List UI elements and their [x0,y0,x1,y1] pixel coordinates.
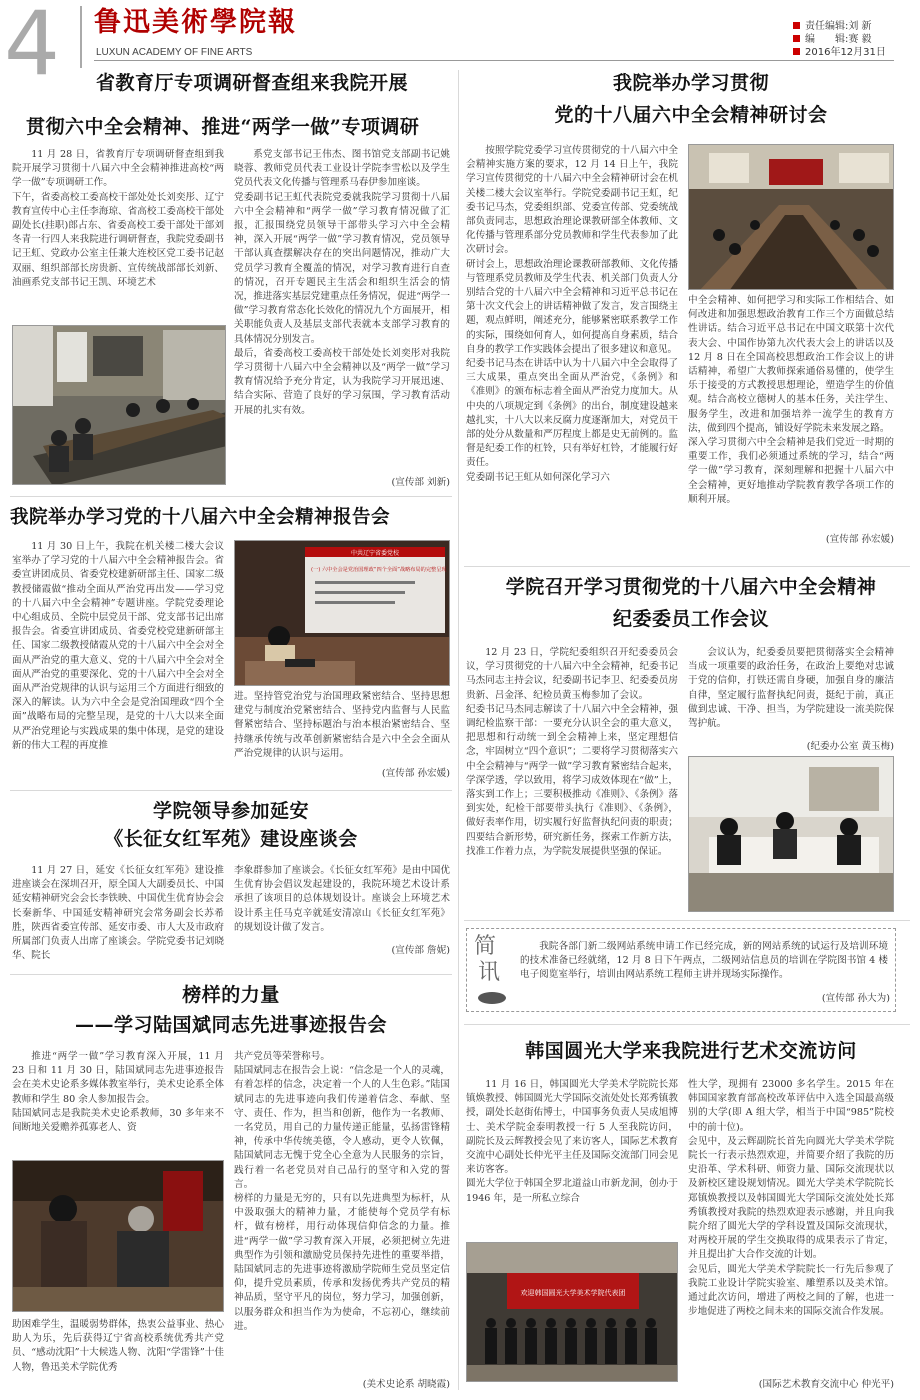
a2-title: 我院举办学习党的十八届六中全会精神报告会 [10,507,391,528]
brief-text [520,940,888,996]
red-square-icon [793,48,800,55]
b1-title-line2: 党的十八届六中全会精神研讨会 [554,104,828,126]
a3-title-line1: 学院领导参加延安 [152,800,309,822]
a2-signature: (宣传部 孙宏媛) [381,768,450,779]
a3-col1-text [12,864,224,968]
b3-col2-para: 性大学，现拥有 23000 多名学生。2015 年在韩国国家教育部高校改革评估中入选全国最高级别的大学(即 A 组大学，相当于中国“985”院校中的前十位)。 会见中，及云辉副院长首先向圆光大学美术学院院长一行表示热烈欢迎，并简要介绍了我院的历史沿革、学术科研、师资力量、国际交流现状以及新校区建设规划情况。圆光大学美术学院院长郑镇焕教授以及韩国圆光大学国际交流处处长郑秀镇教授对我院的热烈欢迎表示感谢，并且向我院介绍了圆光大学的学科设置及国际交流现状，对两校开展的学生交换取得的成果表示了肯定，并且提出扩大合作交流的计划。 会见后，圆光大学美术学院院长一行先后参观了我院工业设计学院实验室、雕塑系以及美术馆。通过此次访问，增进了两校之间的了解，也进一步地促进了两校之间未来的国际交流合作发展。 [688,1079,894,1318]
a3-col2-text [234,864,450,956]
b2-col2-text [688,646,894,742]
b2-title-line2: 纪委委员工作会议 [612,608,769,630]
a1-col2-text [234,148,450,488]
meeting-photo-a1 [12,325,226,485]
b1-col2-para: 中全会精神、如何把学习和实际工作相结合、如何改进和加强思想政治教育工作三个方面做总结性讲话。结合习近平总书记在中国文联第十次代表大会、中国作协第九次代表大会上的讲话以及 12 月 8 日在全国高校思想政治工作会议上的讲话精神，希望广大教师探索通俗易懂的，使学生乐于接受的方式教授思想理论，塑造学生的价值观。结合高校立德树人的基本任务，关注学生、服务学生，改进和加强培养一流学生的教育方法，做到四个提高，铺设好学院未来发展之路。 深入学习贯彻六中全会精神是我们党近一时期的重要工作，我们必须通过系统的学习，结合“两学一做”学习教育，深刻理解和把握十八届六中全会精神，更好地推动学院教育教学各项工作的顺利开展。 [688,295,894,505]
delegation-photo-b3 [466,1242,678,1382]
a4-col1-bottom-para: 助困难学生，温暖弱势群体，热衷公益事业、热心助人为乐，先后获得辽宁省高校系统优秀共产党员、“感动沈阳”十大候选人物、沈阳“学雷锋”十佳人物，鲁迅美术学院优秀 [12,1319,224,1373]
seminar-room-image [689,145,894,290]
a2-col1-text [12,540,224,786]
a1-col1-text [12,148,224,316]
meeting-room-image [13,326,226,485]
divider [464,1024,910,1025]
b1-title-line1: 我院举办学习贯彻 [612,72,769,94]
b1-col1-text [466,144,678,562]
a2-col2-para: 进。坚持管党治党与治国理政紧密结合、坚持思想建党与制度治党紧密结合、坚持党内监督与人民监督紧密结合、坚持标题治与治本根治紧密结合、坚持继承传统与改革创新紧密结合是六中全会全面从严治党规律的认识与运用。 [234,691,450,759]
b3-col1-para: 11 月 16 日，韩国圆光大学美术学院院长郑镇焕教授、韩国圆光大学国际交流处处长郑秀镇教授，副处长赵街佑博士，中国事务负责人吴成旭博士、美术学院金泰明教授一行 5 人至我院访问，副院长及云辉教授会见了来访客人，国际艺术教育交流中心副处长仲光平主任及国际交流部门同会见来访客客。 圆光大学位于韩国全罗北道益山市新龙洞，创办于 1946 年，是一所私立综合 [466,1079,678,1204]
editor-line: 责任编辑:刘 新 [793,20,913,33]
b1-col2-text [688,294,894,532]
brief-label-bottom: 讯 [478,960,501,985]
a1-col1-para: 11 月 28 日，省教育厅专项调研督查组到我院开展学习贯彻十八届六中全会精神推进高校“两学一做”专项调研工作。 下午，省委高校工委高校干部处处长刘奕彤、辽宁教育宣传中心主任李海琼、省高校工委高校干部处副处长(挂职)郎占东、省委高校工委干部处干部刘冬青一行四人来我院进行调研督查，我院党委副书记王虹、党政办公室主任兼大连校区党工委书记赵双丽、组织部部长房贵新、宣传统战部部长刘新、油画系党支部书记王凯、环境艺术 [12,149,224,288]
b2-col1-para: 12 月 23 日，学院纪委组织召开纪委委员会议，学习贯彻党的十八届六中全会精神，纪委书记马杰同志主持会议，纪委副书记李卫、纪委委员房贵新、吕金泽、纪检员黄玉梅参加了会议。 纪委书记马杰同志解读了十八届六中全会精神，强调纪检监察干部：一要充分认识全会的重大意义，把思想和行动统一到全会精神上来，坚定理想信念，牢固树立“四个意识”；二要将学习贯彻落实六中全会精神与“两学一做”学习教育紧密结合起来，学深学透，学以致用，将学习成效体现在“做”上，落实到工作上；三要积极推动《准则》、《条例》落到实处，纪检干部要带头执行《准则》、《条例》，做好表率作用，切实履行好监督执纪问责的职责；四要结合新形势，研究新任务，探索工作新方法，找准工作着力点，为学院发展提供坚强的保证。 [466,647,678,857]
newspaper-subtitle: LUXUN ACADEMY OF FINE ARTS [96,47,253,58]
brief-label-top: 简 [474,934,497,959]
a3-col2-para: 李象群参加了座谈会。《长征女红军苑》是由中国优生优育协会倡议发起建设的，我院环境艺术设计系承担了该项目的总体规划设计。座谈会上环境艺术设计系主任马克辛就延安清凉山《长征女红军苑》的规划设计做了发言。 [234,865,450,933]
a1-col2-para: 系党支部书记王伟杰、图书馆党支部副书记姚晓蓉、教师党员代表工业设计学院李雪松以及学生党员代表文化传播与管理系马春伊参加座谈。 党委副书记王虹代表院党委就我院学习贯彻十八届六中全会精神和“两学一做”学习教育情况做了汇报，汇报围绕党员领导干部带头学习六中全会精神，深入开展“两学一做”学习教育情况，党员领导干部认真查摆解决存在的突出问题情况，推动广大党员学习教育全覆盖的情况，对学习教育进行自查的情况，召开专题民主生活会和组织生活会的情况，推进落实基层党建重点任务情况，促进“两学一做”学习教育常态化长效化的情况九个方面展开，相关职能负责人及基层支部代表就本支部学习教育的具体情况分别发言。 最后，省委高校工委高校干部处处长刘奕彤对我院学习贯彻十八届六中全会精神以及“两学一做”学习教育情况给予充分肯定，认为我院学习开展迅速、结合实际、营造了良好的学习氛围，学习教育活动开展的扎实有效。 [234,149,450,416]
visit-photo-a4 [12,1160,224,1312]
masthead-rule [94,60,894,61]
lecture-photo-a2 [234,540,450,686]
b1-col1-para: 按照学院党委学习宣传贯彻党的十八届六中全会精神实施方案的要求，12 月 14 日上午，我院学习宣传贯彻党的十八届六中全会精神研讨会在机关楼二楼大会议室举行。学院党委副书记王虹，纪委书记马杰，党委组织部、党委宣传部、党委统战部负责同志，思想政治理论课教研部全体教师、文化传播与管理系部分党员教师和学生代表参加了此次研讨会。 研讨会上，思想政治理论课教研部教师、文化传播与管理系党员教师及学生代表、机关部门负责人分别结合党的十八届六中全会精神和习近平总书记在第十次文代会上的讲话精神做了发言，发言围绕主题，观点鲜明，阐述充分，能够紧密联系教学工作的实际，围绕如何育人，如何提高自身素质，结合自身的教学工作实践体会提出了很多建议和意见。 纪委书记马杰在讲话中认为十八届六中全会取得了三大成果，重点突出全面从严治党，《条例》和《准则》的颁布标志着全面从严治党力度加大。从中央的八项规定到《条例》的出台，制度建设越来越扎实，十八大以来反腐力度逐渐加大，对党员干部的处分从数量和严厉程度上都是史无前例的。监督是纪委工作的杠铃，只有举好杠铃，才能履行好责任。 党委副书记王虹从如何深化学习六 [466,145,678,483]
b2-signature: (纪委办公室 黄玉梅) [806,741,894,752]
welcome-banner: 欢迎韩国圆光大学美术学院代表团 [520,1289,626,1297]
b3-col1-text [466,1078,678,1236]
editor-info [793,20,913,59]
a4-col1-top-para: 推进“两学一做”学习教育深入开展，11 月 23 日和 11 月 30 日，陆国斌同志先进事迹报告会在美术史论系多媒体教室举行，美术史论系全体教师和学生 80 余人参加报告会。 陆国斌同志是我院美术史论系教师，30 多年来不间断地关爱赡养孤寡老人、资 [12,1051,224,1134]
b2-title-line1: 学院召开学习贯彻党的十八届六中全会精神 [505,576,877,598]
a1-signature: (宣传部 刘新) [391,477,450,488]
divider [464,566,910,567]
a4-title-line2: ——学习陆国斌同志先进事迹报告会 [74,1014,387,1036]
divider [464,920,910,921]
b3-col2-text [688,1078,894,1370]
a3-title-line2: 《长征女红军苑》建设座谈会 [104,828,358,850]
slide-heading: (一) 六中全会是党治国理政“四个全面”战略布局的完整呈现 [311,567,447,573]
b2-col1-text [466,646,678,916]
brief-signature: (宣传部 孙大为) [821,993,890,1004]
a3-signature: (宣传部 詹妮) [391,945,450,956]
a4-signature: (美术史论系 胡晓霞) [362,1379,450,1390]
newspaper-title: 鲁迅美術學院報 [94,7,297,38]
lecture-image [235,541,450,686]
brief-label [474,934,514,1006]
committee-meeting-image [689,757,894,912]
b3-title: 韩国圆光大学来我院进行艺术交流访问 [525,1040,857,1062]
divider [10,974,452,975]
committee-photo-b2 [688,756,894,912]
brief-para: 我院各部门新二级网站系统申请工作已经完成，新的网站系统的试运行及培训环境的技术准备已经就绪，12 月 8 日下午两点，二级网站信息员的培训在学院图书馆 4 楼电子阅览室举行，培训由网站系统工程师主讲并现场实际操作。 [520,941,888,981]
divider [10,790,452,791]
a4-col1-top-text [12,1050,224,1154]
red-square-icon [793,22,800,29]
red-square-icon [793,35,800,42]
slide-title: 中共辽宁省委党校 [350,550,400,557]
designer-line: 编 辑:赛 毅 [793,33,913,46]
a1-title-line2: 贯彻六中全会精神、推进“两学一做”专项调研 [26,116,420,138]
column-separator [458,70,459,1390]
masthead-divider [80,6,82,68]
a4-col2-text [234,1050,450,1378]
a4-title-line1: 榜样的力量 [182,984,280,1006]
b2-col2-para: 会议认为，纪委委员要把贯彻落实全会精神当成一项重要的政治任务，在政治上要绝对忠诚于党的信仰，打铁还需自身硬，加强自身的廉洁自律，坚定履行监督执纪问责，挺纪于前，真正做到忠诚、干净、担当，为学院建设一流美院保驾护航。 [688,647,894,730]
a3-col1-para: 11 月 27 日，延安《长征女红军苑》建设推进座谈会在深圳召开，原全国人大副委员长、中国延安精神研究会会长李铁映、中国优生优育协会会长秦新华、中国延安精神研究会常务副会长苏希胜，陕西省委宣传部、延安市委、市人大及市政府所属部门负责人出席了座谈会。学院党委书记刘晓华、院长 [12,865,224,962]
a2-col2-text [234,690,450,774]
mouse-icon [474,988,510,1006]
page-number: 4 [4,0,60,95]
a4-col2-para: 共产党员等荣誉称号。 陆国斌同志在报告会上说：“信念是一个人的灵魂，有着怎样的信念，决定着一个人的人生色彩。”陆国斌同志的先进事迹向我们传递着信念、奉献、坚守、责任、作为，担当和创新，他作为一名教师、一名党员，用自己的力量传递正能量，弘扬雷锋精神，传承中华传统美德，令人感动，更令人钦佩，陆国斌同志无愧于党全心全意为人民服务的宗旨，践行着一名老党员对自己品行的坚守和入党的誓言。 榜样的力量是无穷的，只有以先进典型为标杆，从中汲取强大的精神力量，才能使每个党员学有标杆，做有榜样，用行动体现信仰信念的力量。推进“两学一做”学习教育深入开展，必须把树立先进典型作为引领和激励党员保持先进性的重要举措，陆国斌同志的先进事迹将激励学院师生党员坚定信仰，提升党员素质，传承和发扬优秀共产党员的精神品质，坚守平凡的岗位，努力学习，加强创新，以服务群众和担当作为为使命，不忘初心，继续前进。 [234,1051,450,1332]
group-photo-image [467,1243,678,1382]
b1-signature: (宣传部 孙宏媛) [825,534,894,545]
divider [10,496,452,497]
a4-col1-bottom-text [12,1318,224,1390]
b3-signature: (国际艺术教育交流中心 仲光平) [758,1379,894,1390]
home-visit-image [13,1161,224,1312]
a1-title-line1: 省教育厅专项调研督查组来我院开展 [96,72,409,94]
date-line: 2016年12月31日 [793,46,913,59]
seminar-photo-b1 [688,144,894,290]
a2-col1-para: 11 月 30 日上午，我院在机关楼二楼大会议室举办了学习党的十八届六中全会精神报告会。省委宣讲团成员、省委党校建新研部主任、国家二级教授储霞做“推动全面从严治党再出发——学习党的十八届六中全会精神”专题讲座。学院党委理论中心组成员、全院中层党员干部、党支部书记出席报告会。省委宣讲团成员、省委党校党建新研部主任、国家二级教授储霞从党的十八届六中全会对全面从严治党的重大意义、党的十八届六中全会对全面从严治党的重要深化、党的十八届六中全会对全面从严治党规律的认识与运用三个方面进行细致的深入的解读。认为六中全会是党治国理政“四个全面”战略布局的完整呈现，是党的十八大以来全面从严治党理论与实践成果的集中体现，是党的建设新的伟大工程的再度推 [12,541,224,751]
